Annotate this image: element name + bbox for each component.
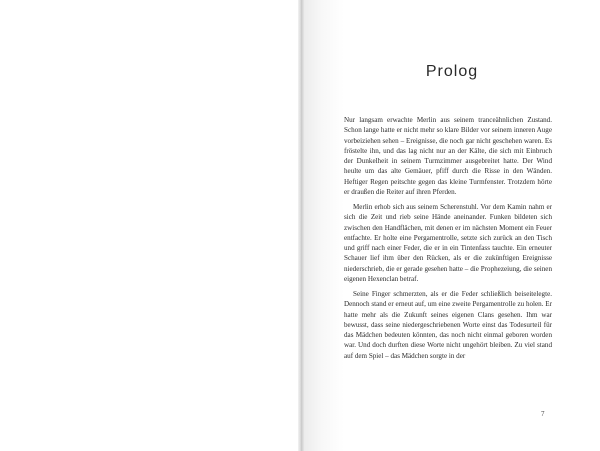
paragraph-2: Merlin erhob sich aus seinem Scherenstuhl. Vor dem Kamin nahm er sich die Zeit und rieb seine Hände aneinander. Funken bildeten sich zwischen den Handflächen, mit denen er im nächsten Moment ein Feuer entfachte. Er holte eine Pergamentrolle, setzte sich zurück an den Tisch und griff nach einer Feder, die er in ein Tintenfass tauchte. Ein erneuter Schauer lief ihm über den Rücken, als er die zukünftigen Ereignisse niederschrieb, die er gerade gesehen hatte – die Prophezeiung, die seinen eigenen Hexenclan betraf. (344, 203, 552, 283)
right-page (304, 0, 600, 451)
chapter-title: Prolog (425, 63, 479, 80)
body-text (344, 115, 552, 361)
page-number: 7 (541, 410, 545, 418)
left-page-blank (0, 0, 298, 451)
paragraph-1: Nur langsam erwachte Merlin aus seinem tranceähnlichen Zustand. Schon lange hatte er nicht mehr so klare Bilder vor seinem inneren Auge vorbeiziehen sehen – Ereignisse, die noch gar nicht geschehen waren. Es fröstelte ihn, und das lag nicht nur an der Kälte, die sich mit Einbruch der Dunkelheit in seinem Turmzimmer ausgebreitet hatte. Der Wind heulte um das alte Gemäuer, pfiff durch die Risse in den Wänden. Heftiger Regen peitschte gegen das kleine Turmfenster. Trotzdem hörte er draußen die Reiter auf ihren Pferden. (344, 116, 552, 196)
paragraph-3: Seine Finger schmerzten, als er die Feder schließlich beiseitelegte. Dennoch stand er erneut auf, um eine zweite Pergamentrolle zu holen. Er hatte mehr als die Zukunft seines eigenen Clans gesehen. Ihm war bewusst, dass seine niedergeschriebenen Worte einst das Todesurteil für das Mädchen bedeuten könnten, das noch nicht einmal geboren worden war. Und doch durften diese Worte nicht ungehört bleiben. Zu viel stand auf dem Spiel – das Mädchen sorgte in der (344, 290, 552, 360)
